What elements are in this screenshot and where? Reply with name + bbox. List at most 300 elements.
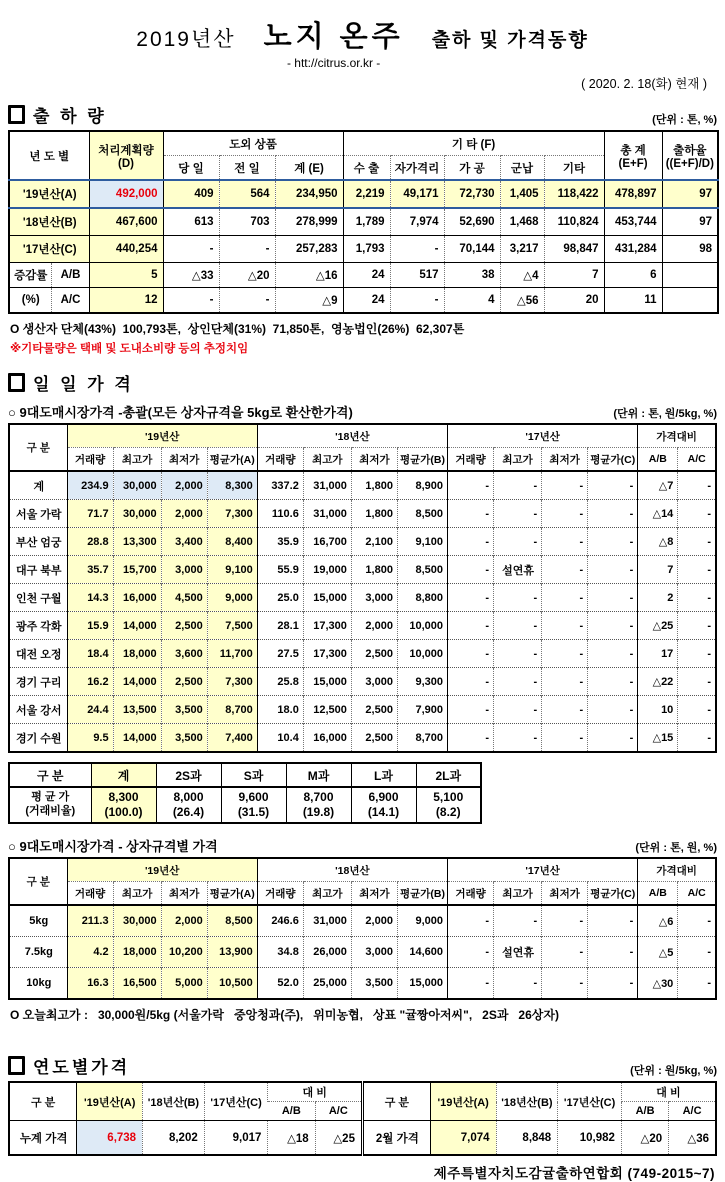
table-cell: - <box>448 528 494 556</box>
table-cell: 서울 가락 <box>9 500 67 528</box>
table-cell: - <box>494 584 542 612</box>
table-cell: - <box>542 724 588 753</box>
table-cell: △33 <box>163 263 219 288</box>
table-cell: - <box>588 640 638 668</box>
table-cell: 3,217 <box>500 236 544 263</box>
table-cell: △56 <box>500 288 544 314</box>
table-cell: - <box>542 696 588 724</box>
column-header: 구 분 <box>362 1082 430 1121</box>
table-cell: 경기 구리 <box>9 668 67 696</box>
table-cell: △5 <box>638 937 678 968</box>
table-cell: 25.8 <box>257 668 303 696</box>
table-cell: - <box>678 471 716 500</box>
table-cell <box>286 787 351 823</box>
table-cell: 20 <box>544 288 604 314</box>
table-cell: △18 <box>268 1121 315 1156</box>
table-cell: - <box>542 471 588 500</box>
table-row <box>9 236 718 263</box>
section-daily-header <box>8 370 717 395</box>
column-header: '19년산 <box>67 424 257 448</box>
table-cell: 440,254 <box>89 236 163 263</box>
table-cell: 3,000 <box>351 937 397 968</box>
table-cell: 10,000 <box>397 612 447 640</box>
column-header: 최저가 <box>351 448 397 472</box>
column-header: 구 분 <box>26 442 50 454</box>
table-cell <box>9 787 91 823</box>
table-row <box>9 1121 716 1156</box>
section-shipment-title <box>8 102 107 127</box>
yearly-unit-label: (단위 : 원/5kg, %) <box>630 1065 717 1077</box>
square-bullet-icon <box>8 1056 25 1075</box>
table-cell: 7 <box>638 556 678 584</box>
cell-line: (100.0) <box>104 805 143 819</box>
table-cell: - <box>448 556 494 584</box>
table-cell: - <box>494 905 542 937</box>
square-bullet-icon <box>8 105 25 124</box>
table-header-row <box>9 448 716 472</box>
square-bullet-icon <box>8 373 25 392</box>
table-cell: 234,950 <box>275 180 343 208</box>
table-cell: 4.2 <box>67 937 113 968</box>
table-cell: 11,700 <box>207 640 257 668</box>
table-cell: 13,900 <box>207 937 257 968</box>
table-cell: 31,000 <box>303 500 351 528</box>
column-header: 최저가 <box>542 882 588 906</box>
column-header: 계 <box>91 763 156 787</box>
yearly-price-table <box>8 1081 717 1156</box>
table-cell: 34.8 <box>257 937 303 968</box>
table-cell: 8,202 <box>143 1121 205 1156</box>
cell-line: (14.1) <box>367 805 400 819</box>
column-header: 계 (E) <box>275 156 343 181</box>
section-shipment-header <box>8 102 717 127</box>
cell-line: 평 균 가 <box>31 791 70 804</box>
table-cell: 3,500 <box>161 724 207 753</box>
table-cell: - <box>448 968 494 1000</box>
column-header: 대 비 <box>621 1082 716 1102</box>
table-cell: - <box>542 612 588 640</box>
table-cell <box>91 787 156 823</box>
table-cell: 211.3 <box>67 905 113 937</box>
table-cell: △36 <box>669 1121 716 1156</box>
cell-line: (8.2) <box>435 805 461 819</box>
table-cell: 9,017 <box>204 1121 268 1156</box>
table-cell: - <box>542 584 588 612</box>
table-cell: - <box>494 640 542 668</box>
table-cell: - <box>448 937 494 968</box>
column-header: '18년산 <box>257 858 447 882</box>
table-cell: 7 <box>544 263 604 288</box>
cell-line: (26.4) <box>172 805 205 819</box>
table-cell: 18.4 <box>67 640 113 668</box>
table-cell: - <box>542 968 588 1000</box>
table-cell: △8 <box>638 528 678 556</box>
column-header <box>662 131 718 180</box>
report-year: 2019년산 <box>136 28 236 51</box>
table-cell: 설연휴 <box>494 937 542 968</box>
column-header: A/C <box>669 1102 716 1121</box>
table-cell: - <box>448 500 494 528</box>
table-cell: 2월 가격 <box>362 1121 430 1156</box>
column-header: L과 <box>351 763 416 787</box>
table-cell: - <box>588 724 638 753</box>
table-cell: 1,800 <box>351 556 397 584</box>
table-cell: 10 <box>638 696 678 724</box>
table-cell: 8,300 <box>207 471 257 500</box>
table-cell: 16,000 <box>113 584 161 612</box>
table-cell: A/C <box>51 288 89 314</box>
table-cell: 3,000 <box>161 556 207 584</box>
table-cell: 18.0 <box>257 696 303 724</box>
column-header: '17년산(C) <box>204 1082 268 1121</box>
cell-line: 8,700 <box>303 790 334 804</box>
column-header: 가격대비 <box>638 424 716 448</box>
table-cell: 2,000 <box>161 471 207 500</box>
table-cell: 35.7 <box>67 556 113 584</box>
column-header: 거래량 <box>448 882 494 906</box>
table-cell: 703 <box>219 208 275 236</box>
report-date: ( 2020. 2. 18(화) 현재 ) <box>581 77 707 91</box>
column-header: 거래량 <box>257 448 303 472</box>
column-header: '19년산(A) <box>430 1082 496 1121</box>
table-row <box>9 556 716 584</box>
table-cell: 7.5kg <box>9 937 67 968</box>
table-cell: 467,600 <box>89 208 163 236</box>
box-table-body <box>9 905 716 999</box>
table-cell: 14,000 <box>113 668 161 696</box>
table-cell: - <box>588 556 638 584</box>
table-cell: △4 <box>500 263 544 288</box>
table-cell: 17,300 <box>303 612 351 640</box>
table-cell: 30,000 <box>113 500 161 528</box>
table-cell: - <box>163 236 219 263</box>
column-header: '19년산(A) <box>77 1082 143 1121</box>
table-cell: - <box>448 905 494 937</box>
title-line <box>8 14 717 70</box>
column-header: 최고가 <box>303 448 351 472</box>
table-row <box>9 612 716 640</box>
column-header: 수 출 <box>343 156 390 181</box>
table-cell: 계 <box>9 471 67 500</box>
table-cell: △6 <box>638 905 678 937</box>
table-cell: 246.6 <box>257 905 303 937</box>
column-header: 가 공 <box>444 156 500 181</box>
table-cell: 9,100 <box>207 556 257 584</box>
table-cell: - <box>678 905 716 937</box>
column-header: '18년산 <box>257 424 447 448</box>
column-header: 거래량 <box>67 882 113 906</box>
table-cell: 31,000 <box>303 905 351 937</box>
table-cell: - <box>494 968 542 1000</box>
table-cell: - <box>494 612 542 640</box>
table-cell: - <box>448 668 494 696</box>
report-subtitle: 출하 및 가격동향 <box>431 30 589 51</box>
cell-line: (19.8) <box>302 805 335 819</box>
report-title: 노지 온주 <box>263 21 404 53</box>
table-cell: 2,500 <box>351 640 397 668</box>
column-header: '18년산(B) <box>143 1082 205 1121</box>
column-header: 최고가 <box>113 448 161 472</box>
table-cell: 478,897 <box>604 180 662 208</box>
column-header: 대 비 <box>268 1082 363 1102</box>
table-cell <box>662 288 718 314</box>
table-cell: 7,400 <box>207 724 257 753</box>
section-title-text: 연도별가격 <box>33 1058 131 1077</box>
table-header-row <box>9 882 716 906</box>
table-cell: 2,500 <box>161 612 207 640</box>
box-unit-label: (단위 : 톤, 원, %) <box>635 842 717 854</box>
column-header <box>604 131 662 180</box>
column-header: A/B <box>638 882 678 906</box>
table-header-row <box>9 1082 716 1102</box>
table-cell: 15,000 <box>303 584 351 612</box>
table-cell: 72,730 <box>444 180 500 208</box>
table-cell: 10.4 <box>257 724 303 753</box>
table-cell: - <box>494 528 542 556</box>
table-cell: 7,974 <box>390 208 444 236</box>
table-cell: 31,000 <box>303 471 351 500</box>
table-cell: 8,700 <box>397 724 447 753</box>
column-header: 거래량 <box>67 448 113 472</box>
column-header: A/C <box>315 1102 362 1121</box>
table-cell: 16,000 <box>303 724 351 753</box>
table-cell: △7 <box>638 471 678 500</box>
table-cell: 부산 엄궁 <box>9 528 67 556</box>
table-cell: - <box>390 288 444 314</box>
table-row <box>9 968 716 1000</box>
column-header: 기 타 (F) <box>343 131 604 156</box>
table-cell: - <box>494 471 542 500</box>
column-header: 2L과 <box>416 763 481 787</box>
today-high-price-note: O 오늘최고가 : 30,000원/5kg (서울가락 중앙청과(주), 위미농협, 상표 "귤짱아저씨", 2S과 26상자) <box>10 1008 559 1022</box>
column-header: 2S과 <box>156 763 221 787</box>
daily-unit-label: (단위 : 톤, 원/5kg, %) <box>613 408 717 420</box>
column-header: '18년산(B) <box>496 1082 558 1121</box>
table-cell: 118,422 <box>544 180 604 208</box>
table-header-row <box>9 858 716 882</box>
report-title-wrap <box>264 14 404 70</box>
table-cell: - <box>542 905 588 937</box>
column-header: 구 분 <box>36 768 64 783</box>
table-cell: - <box>678 556 716 584</box>
column-header: A/C <box>678 448 716 472</box>
table-cell: 16.2 <box>67 668 113 696</box>
yearly-table-body <box>9 1121 716 1156</box>
table-cell: 97 <box>662 208 718 236</box>
table-cell: - <box>448 612 494 640</box>
publisher-footer: 제주특별자치도감귤출하연합회 (749-2015~7) <box>433 1166 715 1181</box>
column-header: A/B <box>621 1102 668 1121</box>
table-cell: 9,100 <box>397 528 447 556</box>
table-cell: △20 <box>219 263 275 288</box>
column-header: 평균가(A) <box>207 882 257 906</box>
column-header: 년 도 별 <box>29 150 70 163</box>
table-cell: 98 <box>662 236 718 263</box>
table-cell: △14 <box>638 500 678 528</box>
table-cell: 28.1 <box>257 612 303 640</box>
table-cell: 14.3 <box>67 584 113 612</box>
table-cell: 8,700 <box>207 696 257 724</box>
table-row <box>9 500 716 528</box>
column-header: 평균가(C) <box>588 882 638 906</box>
table-cell: 누계 가격 <box>9 1121 77 1156</box>
table-header-row <box>9 131 718 156</box>
table-row <box>9 263 718 288</box>
table-cell: 1,468 <box>500 208 544 236</box>
header-line: 처리계획량 <box>98 144 154 157</box>
header-line: ((E+F)/D) <box>665 157 714 170</box>
table-cell: 8,900 <box>397 471 447 500</box>
table-cell: 18,000 <box>113 937 161 968</box>
column-header: A/B <box>268 1102 315 1121</box>
column-header: '17년산 <box>448 424 638 448</box>
table-cell: 517 <box>390 263 444 288</box>
table-cell: △25 <box>315 1121 362 1156</box>
table-cell: 613 <box>163 208 219 236</box>
table-cell: 5,000 <box>161 968 207 1000</box>
column-header: S과 <box>221 763 286 787</box>
cell-line: 9,600 <box>238 790 269 804</box>
table-header-row <box>9 424 716 448</box>
table-cell: - <box>588 968 638 1000</box>
column-header: M과 <box>286 763 351 787</box>
table-cell: 7,500 <box>207 612 257 640</box>
table-cell: - <box>494 500 542 528</box>
shipment-unit-label: (단위 : 톤, %) <box>652 114 717 126</box>
table-cell: - <box>588 471 638 500</box>
table-cell: 7,300 <box>207 668 257 696</box>
table-cell: △30 <box>638 968 678 1000</box>
table-cell: 5 <box>89 263 163 288</box>
table-cell: 49,171 <box>390 180 444 208</box>
table-cell: 증감률 <box>9 263 51 288</box>
table-cell: 24 <box>343 288 390 314</box>
table-cell: 25.0 <box>257 584 303 612</box>
table-cell: A/B <box>51 263 89 288</box>
table-cell: 98,847 <box>544 236 604 263</box>
table-cell: 10,200 <box>161 937 207 968</box>
daily-subtitle-row <box>8 402 717 421</box>
table-cell: 55.9 <box>257 556 303 584</box>
table-cell: 인천 구월 <box>9 584 67 612</box>
table-cell: - <box>588 528 638 556</box>
table-cell: - <box>678 668 716 696</box>
table-cell: 15.9 <box>67 612 113 640</box>
table-cell: 1,800 <box>351 500 397 528</box>
table-cell: 492,000 <box>89 180 163 208</box>
table-cell: 9,000 <box>397 905 447 937</box>
table-cell: 2,000 <box>161 905 207 937</box>
cell-line: 6,900 <box>368 790 399 804</box>
table-cell: - <box>678 612 716 640</box>
column-header: 당 일 <box>163 156 219 181</box>
column-header: A/C <box>678 882 716 906</box>
table-cell: 14,000 <box>113 612 161 640</box>
table-cell: 11 <box>604 288 662 314</box>
table-cell: - <box>448 696 494 724</box>
table-cell: 3,500 <box>161 696 207 724</box>
table-cell: 3,600 <box>161 640 207 668</box>
table-cell: 30,000 <box>113 471 161 500</box>
table-cell: 15,700 <box>113 556 161 584</box>
table-cell: 97 <box>662 180 718 208</box>
table-cell: 3,000 <box>351 584 397 612</box>
table-cell: 38 <box>444 263 500 288</box>
table-row <box>9 528 716 556</box>
table-cell: 15,000 <box>397 968 447 1000</box>
table-cell: - <box>542 640 588 668</box>
table-cell: '17년산(C) <box>9 236 89 263</box>
column-header: 군납 <box>500 156 544 181</box>
table-cell: - <box>588 612 638 640</box>
table-cell: 16,700 <box>303 528 351 556</box>
table-cell: △16 <box>275 263 343 288</box>
table-cell: 7,300 <box>207 500 257 528</box>
table-cell: - <box>678 968 716 1000</box>
table-cell: (%) <box>9 288 51 314</box>
table-cell: 9,000 <box>207 584 257 612</box>
box-subtitle: ○ 9대도매시장가격 - 상자규격별 가격 <box>8 839 218 854</box>
table-cell: - <box>678 640 716 668</box>
daily-table-body <box>9 471 716 752</box>
table-cell: 30,000 <box>113 905 161 937</box>
section-yearly-title <box>8 1053 130 1078</box>
table-cell <box>221 787 286 823</box>
table-cell: - <box>390 236 444 263</box>
column-header: 평균가(B) <box>397 448 447 472</box>
table-row <box>9 668 716 696</box>
table-row <box>9 180 718 208</box>
table-cell: 27.5 <box>257 640 303 668</box>
table-cell: '18년산(B) <box>9 208 89 236</box>
table-cell: 14,600 <box>397 937 447 968</box>
table-cell: 17 <box>638 640 678 668</box>
table-row <box>9 905 716 937</box>
column-header: 최저가 <box>161 448 207 472</box>
header-line: (D) <box>118 157 134 170</box>
table-cell: 4 <box>444 288 500 314</box>
table-cell: - <box>448 640 494 668</box>
table-cell <box>351 787 416 823</box>
table-row <box>9 937 716 968</box>
table-cell: 경기 수원 <box>9 724 67 753</box>
table-cell: 70,144 <box>444 236 500 263</box>
table-cell: - <box>678 528 716 556</box>
table-cell: 234.9 <box>67 471 113 500</box>
table-cell: 3,400 <box>161 528 207 556</box>
table-cell: 3,000 <box>351 668 397 696</box>
cell-line: (거래비율) <box>25 805 76 817</box>
table-cell <box>156 787 221 823</box>
table-cell: 453,744 <box>604 208 662 236</box>
table-cell: - <box>678 937 716 968</box>
shipment-table <box>8 130 719 314</box>
table-cell: - <box>494 696 542 724</box>
table-cell: - <box>678 584 716 612</box>
table-row <box>9 584 716 612</box>
cell-line: 5,100 <box>433 790 464 804</box>
column-header: 최고가 <box>303 882 351 906</box>
table-cell: 12,500 <box>303 696 351 724</box>
header-line: (E+F) <box>618 157 648 170</box>
table-cell: 8,500 <box>207 905 257 937</box>
column-header: 구 분 <box>26 876 50 888</box>
table-cell: △20 <box>621 1121 668 1156</box>
table-cell: - <box>494 668 542 696</box>
table-cell: 28.8 <box>67 528 113 556</box>
table-cell: - <box>494 724 542 753</box>
cell-line: 8,000 <box>173 790 204 804</box>
